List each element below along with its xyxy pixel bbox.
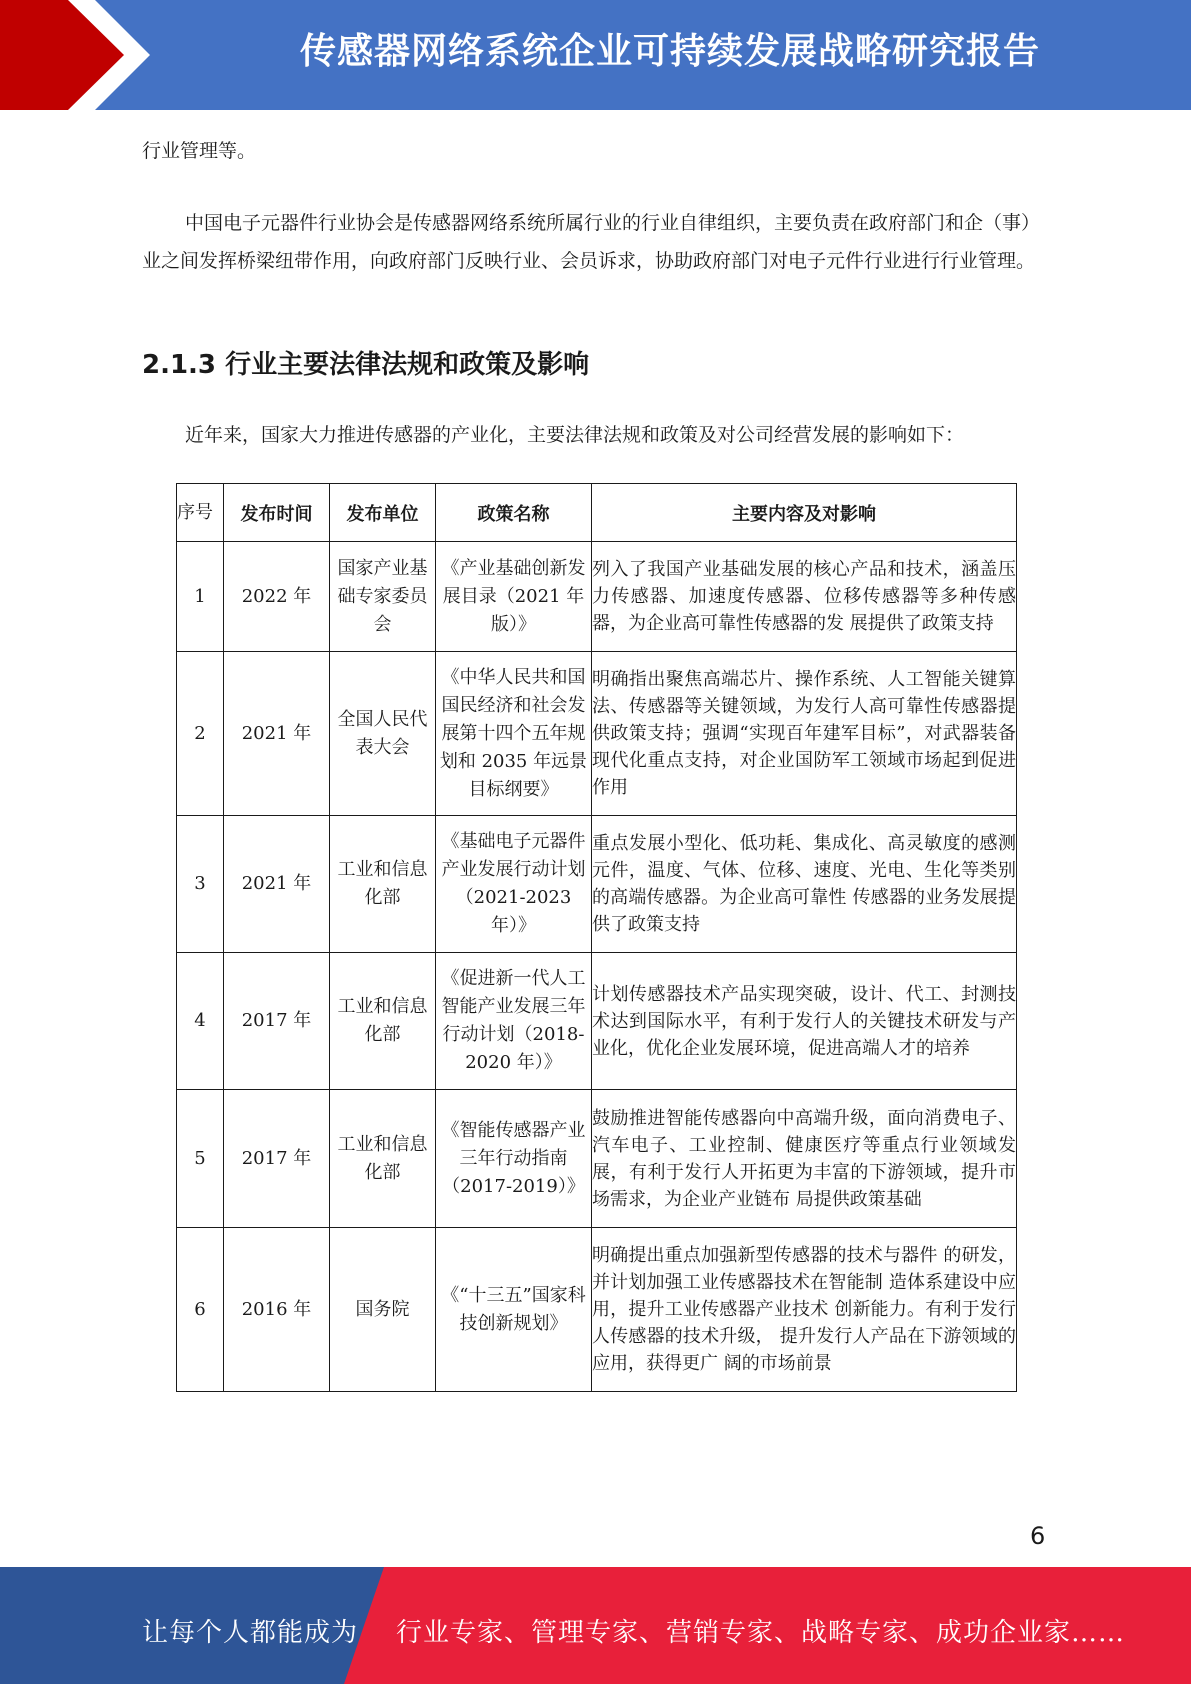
cell-policy: 《产业基础创新发展目录（2021 年版）》	[436, 542, 592, 652]
cell-content: 列入了我国产业基础发展的核心产品和技术，涵盖压力传感器、加速度传感器、位移传感器等多种传感器，为企业高可靠性传感器的发 展提供了政策支持	[592, 542, 1017, 652]
header-cell-issuer: 发布单位	[330, 484, 436, 542]
cell-content: 重点发展小型化、低功耗、集成化、高灵敏度的感测元件，温度、气体、位移、速度、光电、生化等类别的高端传感器。为企业高可靠性 传感器的业务发展提供了政策支持	[592, 816, 1017, 953]
cell-policy: 《中华人民共和国国民经济和社会发展第十四个五年规划和 2035 年远景目标纲要》	[436, 652, 592, 816]
cell-issuer: 工业和信息化部	[330, 953, 436, 1090]
table-row	[177, 652, 1017, 816]
header-title: 传感器网络系统企业可持续发展战略研究报告	[299, 31, 1040, 72]
table-header-row	[177, 484, 1017, 542]
table-row	[177, 542, 1017, 652]
cell-index: 1	[177, 542, 224, 652]
footer-slogan-left: 让每个人都能成为	[142, 1618, 359, 1648]
cell-content: 明确指出聚焦高端芯片、操作系统、人工智能关键算法、传感器等关键领域，为发行人高可靠性传感器提供政策支持；强调“实现百年建军目标”，对武器装备现代化重点支持，对企业国防军工领域市场起到促进作用	[592, 652, 1017, 816]
cell-date: 2021 年	[224, 816, 330, 953]
cell-content: 鼓励推进智能传感器向中高端升级，面向消费电子、汽车电子、工业控制、健康医疗等重点行业领域发展，有利于发行人开拓更为丰富的下游领域，提升市场需求，为企业产业链布 局提供政策基础	[592, 1090, 1017, 1228]
cell-issuer: 全国人民代表大会	[330, 652, 436, 816]
cell-content: 计划传感器技术产品实现突破，设计、代工、封测技术达到国际水平，有利于发行人的关键技术研发与产业化，优化企业发展环境，促进高端人才的培养	[592, 953, 1017, 1090]
table-row	[177, 953, 1017, 1090]
table-row	[177, 816, 1017, 953]
policy-table	[176, 483, 1017, 1392]
page-header	[0, 0, 1191, 110]
paragraph-association: 中国电子元器件行业协会是传感器网络系统所属行业的行业自律组织，主要负责在政府部门和企（事）业之间发挥桥梁纽带作用，向政府部门反映行业、会员诉求，协助政府部门对电子元件行业进行行业管理。	[142, 212, 1041, 272]
cell-content: 明确提出重点加强新型传感器的技术与器件 的研发，并计划加强工业传感器技术在智能制 造体系建设中应用，提升工业传感器产业技术 创新能力。有利于发行人传感器的技术升级， 提升发行人产品在下游领域的应用，获得更广 阔的市场前景	[592, 1228, 1017, 1392]
cell-index: 2	[177, 652, 224, 816]
header-cell-content: 主要内容及对影响	[592, 484, 1017, 542]
header-cell-index: 序号	[177, 484, 224, 542]
header-cell-policy: 政策名称	[436, 484, 592, 542]
section-heading: 2.1.3 行业主要法律法规和政策及影响	[142, 350, 590, 380]
cell-date: 2016 年	[224, 1228, 330, 1392]
cell-date: 2022 年	[224, 542, 330, 652]
page-number: 6	[1030, 1522, 1046, 1550]
cell-index: 5	[177, 1090, 224, 1228]
cell-issuer: 工业和信息化部	[330, 816, 436, 953]
footer-slogan-right: 行业专家、管理专家、营销专家、战略专家、成功企业家……	[396, 1618, 1126, 1648]
header-chevron-decoration	[0, 0, 160, 110]
cell-issuer: 国家产业基础专家委员会	[330, 542, 436, 652]
cell-index: 6	[177, 1228, 224, 1392]
cell-policy: 《基础电子元器件产业发展行动计划（2021-2023 年）》	[436, 816, 592, 953]
paragraph-continuation: 行业管理等。	[142, 140, 257, 162]
cell-date: 2021 年	[224, 652, 330, 816]
paragraph-intro: 近年来，国家大力推进传感器的产业化，主要法律法规和政策及对公司经营发展的影响如下：	[185, 424, 965, 446]
cell-policy: 《“十三五”国家科技创新规划》	[436, 1228, 592, 1392]
table-row	[177, 1228, 1017, 1392]
table-row	[177, 1090, 1017, 1228]
cell-index: 3	[177, 816, 224, 953]
cell-date: 2017 年	[224, 953, 330, 1090]
cell-issuer: 国务院	[330, 1228, 436, 1392]
cell-policy: 《促进新一代人工智能产业发展三年行动计划（2018-2020 年）》	[436, 953, 592, 1090]
cell-issuer: 工业和信息化部	[330, 1090, 436, 1228]
cell-date: 2017 年	[224, 1090, 330, 1228]
cell-policy: 《智能传感器产业三年行动指南（2017-2019）》	[436, 1090, 592, 1228]
header-cell-date: 发布时间	[224, 484, 330, 542]
cell-index: 4	[177, 953, 224, 1090]
